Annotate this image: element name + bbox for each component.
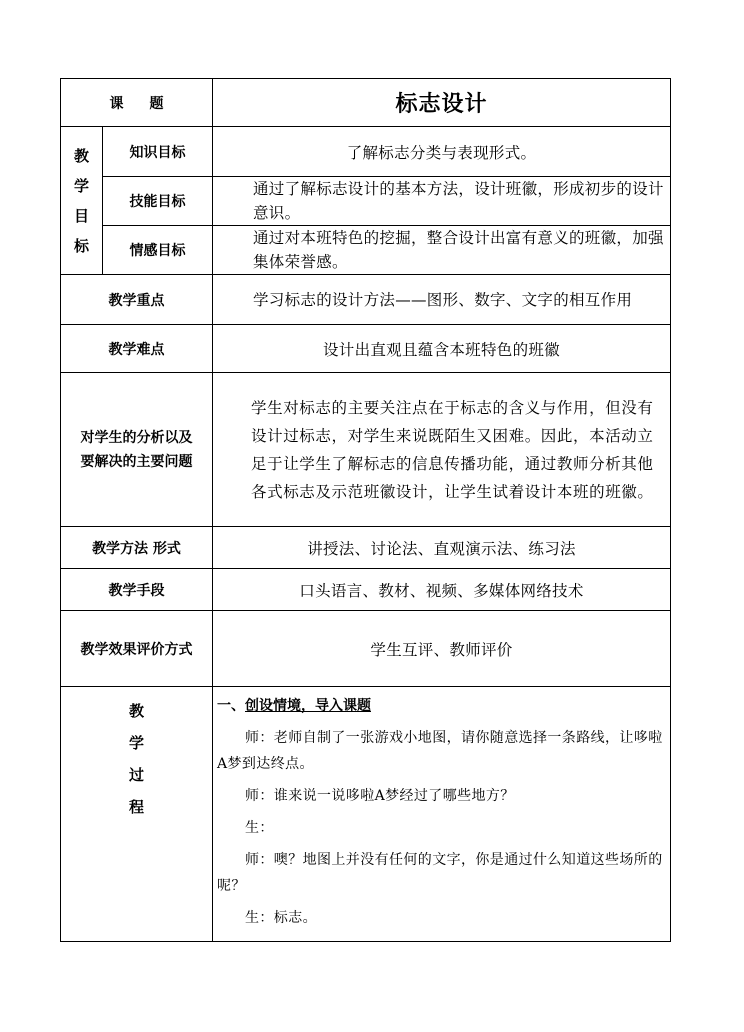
topic-row (61, 79, 671, 127)
emotion-objective-label: 情感目标 (103, 226, 213, 275)
evaluation-row (61, 611, 671, 687)
method-label: 教学方法 形式 (61, 527, 213, 569)
process-line: 生：标志。 (245, 910, 317, 926)
skill-objective-label: 技能目标 (103, 177, 213, 226)
evaluation-label: 教学效果评价方式 (61, 611, 213, 687)
knowledge-objective-row (61, 127, 671, 177)
process-content (213, 687, 671, 942)
difficulty-value: 设计出直观且蕴含本班特色的班徽 (213, 325, 671, 373)
process-side-label: 教 学 过 程 (61, 687, 213, 942)
skill-objective-value: 通过了解标志设计的基本方法，设计班徽，形成初步的设计意识。 (213, 177, 671, 226)
process-line: 生： (245, 820, 274, 836)
process-line: 师：谁来说一说哆啦A梦经过了哪些地方？ (245, 788, 515, 804)
emotion-objective-value: 通过对本班特色的挖掘，整合设计出富有意义的班徽，加强集体荣誉感。 (213, 226, 671, 275)
difficulty-label: 教学难点 (61, 325, 213, 373)
key-point-value: 学习标志的设计方法——图形、数字、文字的相互作用 (213, 275, 671, 325)
topic-label: 课题 (61, 79, 213, 127)
key-point-row (61, 275, 671, 325)
analysis-value: 学生对标志的主要关注点在于标志的含义与作用，但没有设计过标志，对学生来说既陌生又困难。因此，本活动立足于让学生了解标志的信息传播功能，通过教师分析其他各式标志及示范班徽设计，让学生试着设计本班的班徽。 (213, 373, 671, 527)
analysis-label: 对学生的分析以及 要解决的主要问题 (61, 373, 213, 527)
emotion-objective-row (61, 226, 671, 275)
means-row (61, 569, 671, 611)
method-row (61, 527, 671, 569)
objectives-side-label: 教 学 目 标 (61, 127, 103, 275)
process-line: 师：噢？地图上并没有任何的文字，你是通过什么知道这些场所的呢？ (217, 852, 663, 894)
means-value: 口头语言、教材、视频、多媒体网络技术 (213, 569, 671, 611)
topic-value: 标志设计 (213, 79, 671, 127)
process-row (61, 687, 671, 942)
process-heading: 一、创设情境，导入课题 (217, 698, 371, 714)
knowledge-objective-label: 知识目标 (103, 127, 213, 177)
lesson-plan-table (60, 78, 671, 942)
analysis-row (61, 373, 671, 527)
means-label: 教学手段 (61, 569, 213, 611)
knowledge-objective-value: 了解标志分类与表现形式。 (213, 127, 671, 177)
difficulty-row (61, 325, 671, 373)
skill-objective-row (61, 177, 671, 226)
process-line: 师：老师自制了一张游戏小地图，请你随意选择一条路线，让哆啦A梦到达终点。 (217, 730, 663, 772)
key-point-label: 教学重点 (61, 275, 213, 325)
method-value: 讲授法、讨论法、直观演示法、练习法 (213, 527, 671, 569)
evaluation-value: 学生互评、教师评价 (213, 611, 671, 687)
